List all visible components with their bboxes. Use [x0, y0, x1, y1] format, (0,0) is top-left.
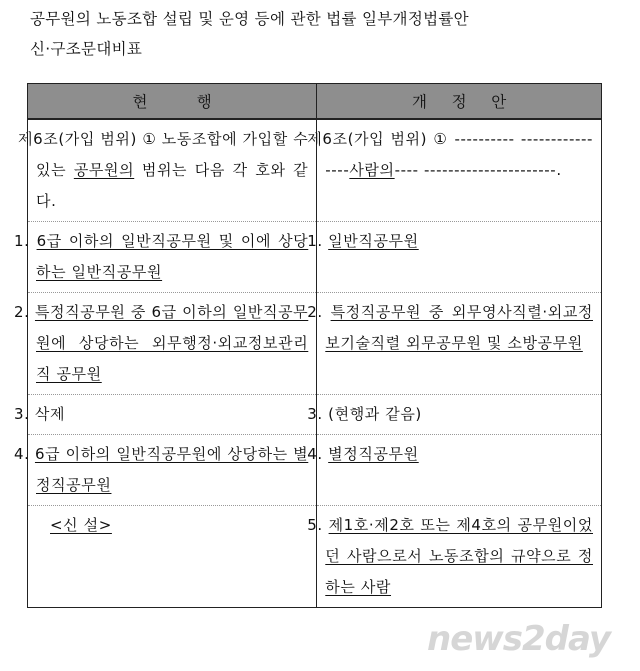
header-proposed: 개 정 안 — [317, 84, 602, 120]
amended-text: 공무원의 — [73, 161, 135, 179]
title-line-2: 신·구조문대비표 — [30, 40, 143, 58]
amended-text: 사람의 — [349, 161, 395, 179]
table-row — [28, 119, 602, 222]
clause-text: 3. 삭제 — [14, 405, 66, 423]
table-row — [28, 395, 602, 435]
clause-text: 1. — [307, 232, 329, 250]
cell-current — [18, 119, 317, 222]
clause-text: 1. — [14, 232, 37, 250]
cell-current — [14, 222, 317, 293]
cell-current — [14, 293, 317, 395]
title-line-1: 공무원의 노동조합 설립 및 운영 등에 관한 법률 일부개정법률안 — [30, 10, 469, 28]
table-row — [28, 293, 602, 395]
clause-text: 4. — [14, 445, 35, 463]
table-header-row — [28, 84, 602, 120]
clause-text: 제6조(가입 범위) ① 노동조합에 가입할 수 있는 — [18, 130, 309, 179]
clause-text: 2. — [14, 303, 35, 321]
header-current: 현 행 — [28, 84, 317, 120]
amended-text: 제1호·제2호 또는 제4호의 공무원이었던 사람으로서 노동조합의 규약으로 정하는 사람 — [325, 516, 593, 596]
comparison-table — [14, 83, 602, 608]
table-row — [28, 506, 602, 608]
cell-proposed — [307, 119, 602, 222]
amended-text: 특정직공무원 중 6급 이하의 일반직공무원에 상당하는 외무행정·외교정보관리직 공무원 — [34, 303, 309, 383]
amended-text: <신 설> — [50, 516, 112, 534]
cell-proposed — [307, 293, 602, 395]
table-row — [28, 222, 602, 293]
cell-proposed — [307, 435, 602, 506]
clause-text: ---- ----------------------. — [394, 161, 562, 179]
cell-proposed — [307, 395, 602, 435]
watermark-logo: news2day — [427, 619, 610, 659]
amended-text: 특정직공무원 중 외무영사직렬·외교정보기술직렬 외무공무원 및 소방공무원 — [325, 303, 593, 352]
clause-text: 3. (현행과 같음) — [307, 405, 422, 423]
amended-text: 일반직공무원 — [328, 232, 419, 250]
clause-text: 범위는 다음 각 호와 같다. — [36, 161, 309, 210]
amended-text: 6급 이하의 일반직공무원에 상당하는 별정직공무원 — [34, 445, 309, 494]
cell-proposed — [307, 506, 602, 608]
document-title — [30, 4, 630, 64]
cell-current — [14, 435, 317, 506]
clause-text: 제6조(가입 범위) ① ---------- ---------------- — [307, 130, 593, 179]
cell-proposed — [307, 222, 602, 293]
cell-current — [28, 506, 317, 608]
clause-text: 4. — [307, 445, 329, 463]
amended-text: 6급 이하의 일반직공무원 및 이에 상당하는 일반직공무원 — [36, 232, 309, 281]
amended-text: 별정직공무원 — [328, 445, 419, 463]
clause-text: 2. — [307, 303, 331, 321]
table-row — [28, 435, 602, 506]
clause-text: 5. — [307, 516, 329, 534]
cell-current — [14, 395, 317, 435]
